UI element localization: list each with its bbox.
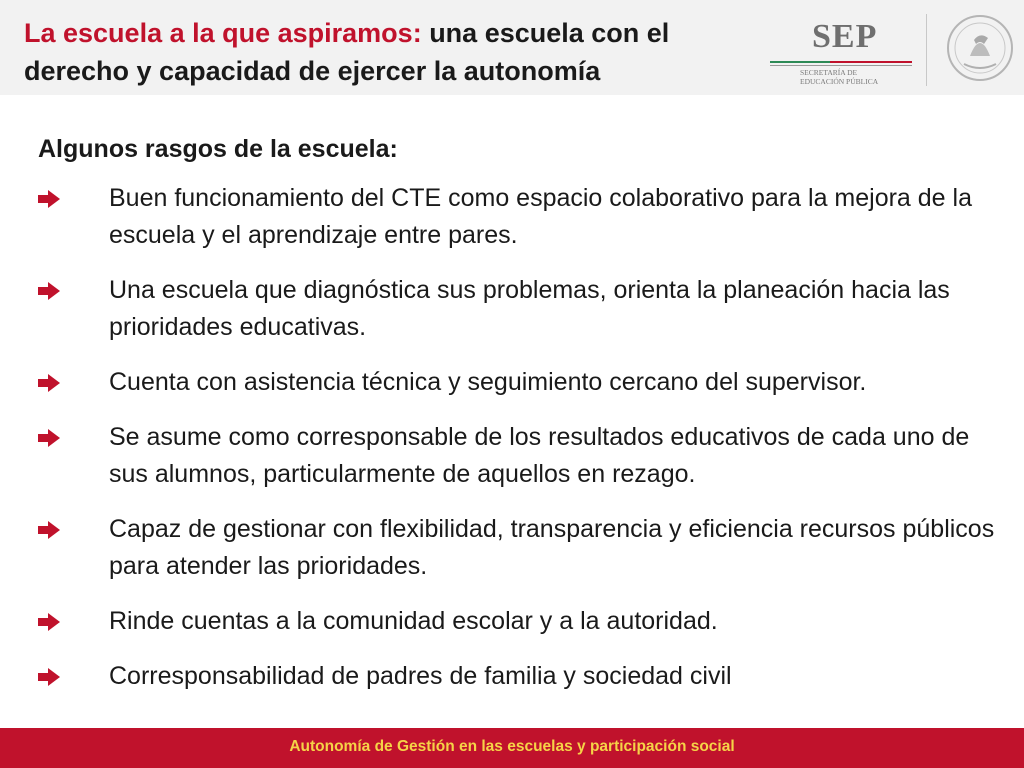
bullet-item bbox=[38, 511, 998, 603]
slide-title bbox=[24, 14, 744, 90]
bullet-text: Buen funcionamiento del CTE como espacio colaborativo para la mejora de la escuela y el aprendizaje entre pares. bbox=[109, 184, 972, 249]
red-arrow-bullet-icon bbox=[38, 521, 60, 539]
slide-header bbox=[0, 0, 1024, 95]
mexican-coat-of-arms-seal-icon bbox=[946, 10, 1014, 86]
bullet-item bbox=[38, 603, 998, 658]
bullet-text: Una escuela que diagnóstica sus problemas, orienta la planeación hacia las prioridades educativas. bbox=[109, 276, 950, 341]
red-arrow-bullet-icon bbox=[38, 429, 60, 447]
bullet-text: Cuenta con asistencia técnica y seguimiento cercano del supervisor. bbox=[109, 368, 867, 396]
bullet-list bbox=[38, 180, 998, 698]
red-arrow-bullet-icon bbox=[38, 613, 60, 631]
sep-logo-subtitle: SECRETARÍA DE EDUCACIÓN PÚBLICA bbox=[800, 68, 879, 86]
red-arrow-bullet-icon bbox=[38, 190, 60, 208]
bullet-text: Corresponsabilidad de padres de familia y sociedad civil bbox=[109, 662, 732, 690]
bullet-text: Capaz de gestionar con flexibilidad, transparencia y eficiencia recursos públicos para atender las prioridades. bbox=[109, 515, 995, 580]
footer-bar bbox=[0, 728, 1024, 768]
sep-logo-stripes-icon bbox=[770, 61, 912, 67]
bullet-item bbox=[38, 419, 998, 511]
sep-logo-wordmark: SEP bbox=[812, 18, 878, 55]
bullet-item bbox=[38, 272, 998, 364]
red-arrow-bullet-icon bbox=[38, 282, 60, 300]
bullet-item bbox=[38, 658, 998, 698]
red-arrow-bullet-icon bbox=[38, 668, 60, 686]
header-divider bbox=[926, 14, 927, 86]
red-arrow-bullet-icon bbox=[38, 374, 60, 392]
sep-logo bbox=[770, 18, 912, 88]
title-accent: La escuela a la que aspiramos: bbox=[24, 18, 422, 48]
bullet-text: Rinde cuentas a la comunidad escolar y a la autoridad. bbox=[109, 607, 718, 635]
section-subtitle: Algunos rasgos de la escuela: bbox=[38, 135, 398, 163]
footer-text: Autonomía de Gestión en las escuelas y participación social bbox=[289, 738, 735, 755]
title-rest: una escuela con el derecho y capacidad de ejercer la autonomía bbox=[24, 18, 670, 86]
bullet-item bbox=[38, 364, 998, 419]
bullet-text: Se asume como corresponsable de los resultados educativos de cada uno de sus alumnos, particularmente de aquellos en rezago. bbox=[109, 423, 970, 488]
bullet-item bbox=[38, 180, 998, 272]
